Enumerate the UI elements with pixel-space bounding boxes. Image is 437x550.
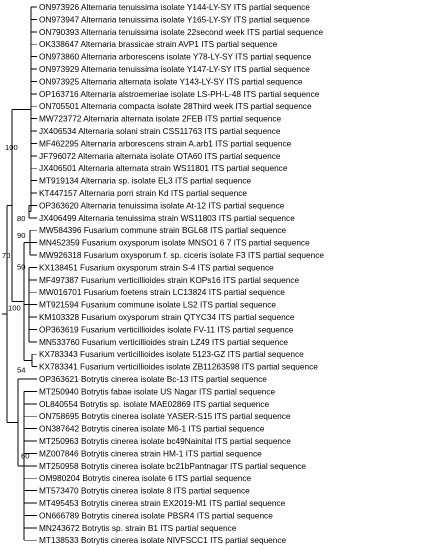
leaf-label: MN243672 Botrytis sp. strain B1 ITS partial sequence xyxy=(39,522,237,533)
leaf-label: OP363620 Alternaria tenuissima isolate At-12 ITS partial sequence xyxy=(39,200,285,211)
bootstrap-value: 60 xyxy=(21,451,30,461)
bootstrap-value: 70 xyxy=(2,251,11,260)
leaf-label: MN533760 Fusarium verticillioides strain LZ49 ITS partial sequence xyxy=(39,336,289,347)
leaf-label: KX138451 Fusarium oxysporum strain S-4 ITS partial sequence xyxy=(39,262,274,273)
leaf-label: MT573470 Botrytis cinerea isolate 8 ITS partial sequence xyxy=(39,485,250,496)
leaf-label: OP363621 Botrytis cinerea isolate Bc-13 ITS partial sequence xyxy=(39,374,267,384)
leaf-label: OM980204 Botrytis cinerea isolate 6 ITS partial sequence xyxy=(39,473,252,484)
leaf-label: MT250963 Botrytis cinerea isolate bc49Nainital ITS partial sequence xyxy=(39,436,291,446)
leaf-label: OL840554 Botrytis sp. isolate MAE02869 ITS partial sequence xyxy=(39,398,270,409)
bootstrap-value: 100 xyxy=(8,303,21,313)
leaf-label: MT495453 Botrytis cinerea strain EX2019-M1 ITS partial sequence xyxy=(39,498,286,508)
leaf-labels xyxy=(39,2,324,545)
leaf-label: MZ007846 Botrytis cinerea strain HM-1 ITS partial sequence xyxy=(39,448,262,459)
leaf-label: MT250940 Botrytis fabae isolate US Nagar ITS partial sequence xyxy=(39,386,276,397)
bootstrap-value: 54 xyxy=(17,365,26,375)
leaf-label: ON666789 Botrytis cinerea isolate PBSR4 ITS partial sequence xyxy=(39,510,273,521)
leaf-label: KT447157 Alternaria porri strain Kd ITS partial sequence xyxy=(39,188,247,198)
leaf-label: ON387642 Botrytis cinerea isolate M6-1 ITS partial sequence xyxy=(39,423,265,434)
leaf-label: ON790393 Alternaria tenuissima isolate 22second week ITS partial sequence xyxy=(39,26,324,37)
leaf-label: ON973926 Alternaria tenuissima isolate Y144-LY-SY ITS partial sequence xyxy=(39,2,310,12)
leaf-label: JX406499 Alternaria tenuissima strain WS11803 ITS partial sequence xyxy=(39,212,295,223)
leaf-label: MN452359 Fusarium oxysporum isolate MNSO1 6 7 ITS partial sequence xyxy=(39,237,310,248)
leaf-label: MT921594 Fusarium commune isolate LS2 ITS partial sequence xyxy=(39,299,277,310)
leaf-label: ON973860 Alternaria arborescens isolate Y78-LY-SY ITS partial sequence xyxy=(39,51,312,62)
leaf-label: MW723772 Alternaria alternata isolate 2FEB ITS partial sequence xyxy=(39,113,282,124)
leaf-label: ON973925 Alternaria alternata isolate Y143-LY-SY ITS partial sequence xyxy=(39,76,303,87)
leaf-label: MT138533 Botrytis cinerea isolate NIVFSCC1 ITS partial sequence xyxy=(39,535,287,546)
leaf-label: ON705501 Alternaria compacta isolate 28Third week ITS partial sequence xyxy=(39,101,312,112)
leaf-label: MT250958 Botrytis cinerea isolate bc21bPantnagar ITS partial sequence xyxy=(39,460,307,471)
leaf-label: MT919134 Alternaria sp. isolate EL3 ITS partial sequence xyxy=(39,175,252,186)
leaf-label: ON973929 Alternaria tenuissima isolate Y147-LY-SY ITS partial sequence xyxy=(39,64,310,74)
bootstrap-value: 50 xyxy=(17,262,26,272)
leaf-label: JX406534 Alternaria solani strain CSS11763 ITS partial sequence xyxy=(39,126,281,136)
leaf-label: KM103328 Fusarium oxysporum strain QTYC34 ITS partial sequence xyxy=(39,312,295,322)
leaf-label: MF497387 Fusarium verticillioides strain KOPs16 ITS partial sequence xyxy=(39,274,300,285)
leaf-label: OP163716 Alternaria alstroemeriae isolate LS-PH-L-48 ITS partial sequence xyxy=(39,88,320,99)
leaf-label: JF796072 Alternaria alternata isolate OTA60 ITS partial sequence xyxy=(39,150,281,161)
leaf-label: KX783343 Fusarium verticillioides isolate 5123-GZ ITS partial sequence xyxy=(39,349,304,360)
tree-branches xyxy=(2,7,37,540)
leaf-label: ON973947 Alternaria tenuissima isolate Y165-LY-SY ITS partial sequence xyxy=(39,14,310,25)
leaf-label: MW926318 Fusarium oxysporum f. sp. ciceris isolate F3 ITS partial sequence xyxy=(39,250,324,260)
leaf-label: JX406501 Alternaria alternata strain WS11801 ITS partial sequence xyxy=(39,163,288,174)
leaf-label: OK338647 Alternaria brassicae strain AVP1 ITS partial sequence xyxy=(39,39,278,50)
leaf-label: ON758695 Botrytis cinerea isolate YASER-S15 ITS partial sequence xyxy=(39,411,291,422)
leaf-label: MW016701 Fusarium foetens strain LC13824 ITS partial sequence xyxy=(39,287,285,298)
bootstrap-value: 100 xyxy=(5,143,18,152)
leaf-label: OP363619 Fusarium verticillioides isolate FV-11 ITS partial sequence xyxy=(39,324,294,335)
leaf-label: KX783341 Fusarium verticillioides isolate ZB11263598 ITS partial sequence xyxy=(39,361,318,372)
bootstrap-value: 90 xyxy=(17,231,26,241)
leaf-label: MW584396 Fusarium commune strain BGL68 ITS partial sequence xyxy=(39,225,287,236)
bootstrap-value: 80 xyxy=(17,213,26,223)
leaf-label: MF462295 Alternaria arborescens strain A.arb1 ITS partial sequence xyxy=(39,138,292,149)
